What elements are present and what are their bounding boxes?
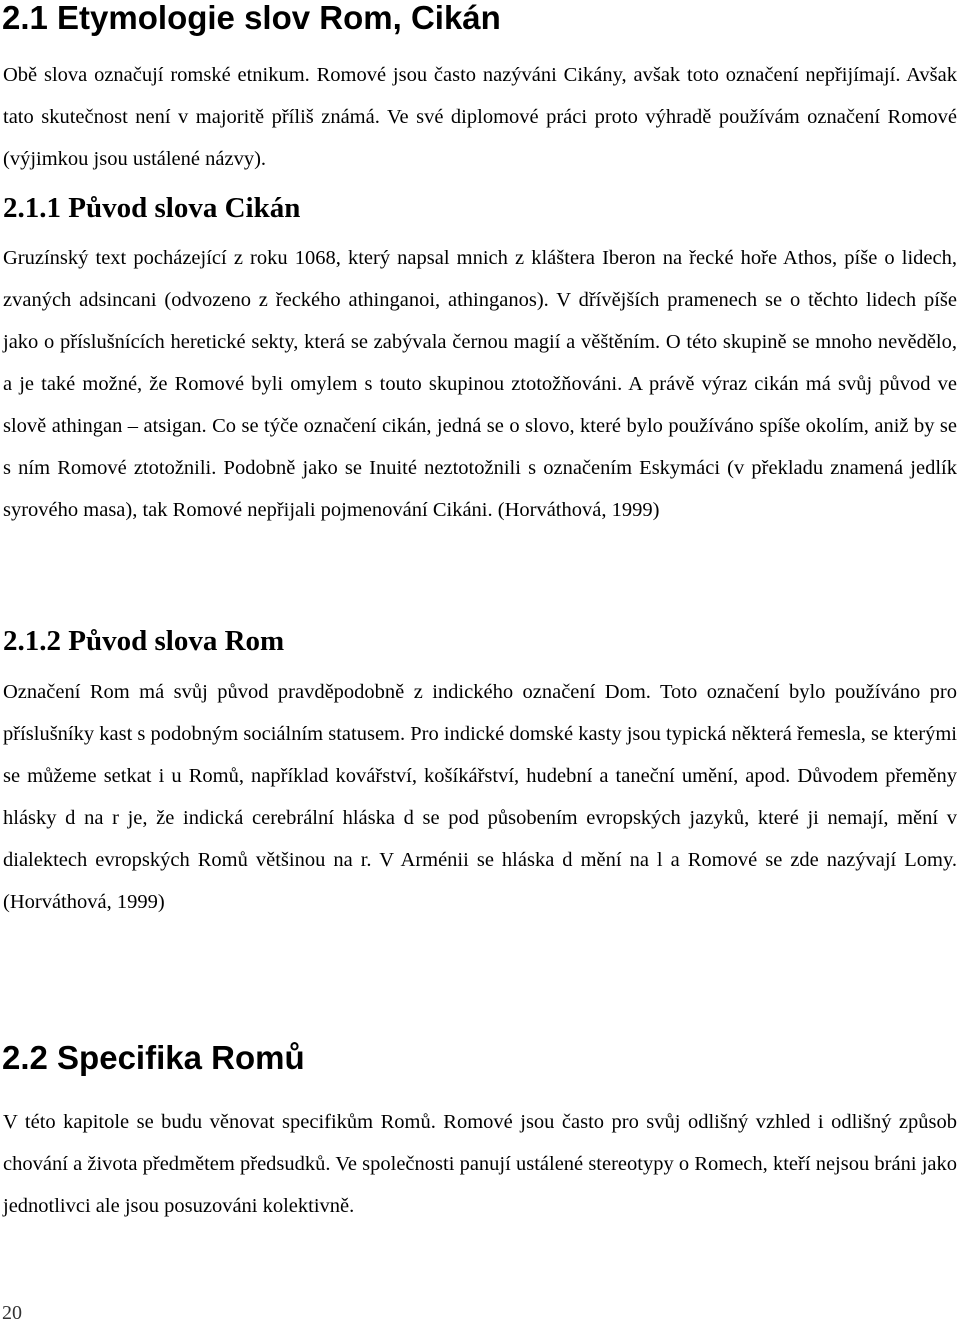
paragraph-etymology-intro: Obě slova označují romské etnikum. Romové jsou často nazýváni Cikány, avšak toto označení nepřijímají. Avšak tato skutečnost není v majoritě příliš známá. Ve své diplomové práci proto výhradě používám označení Romové (výjimkou jsou ustálené názvy). <box>3 64 957 170</box>
paragraph-specifics: V této kapitole se budu věnovat specifikům Romů. Romové jsou často pro svůj odlišný vzhled i odlišný způsob chování a života předmětem předsudků. Ve společnosti panují ustálené stereotypy o Romech, kteří nejsou bráni jako jednotlivci ale jsou posuzováni kolektivně. <box>3 1111 957 1217</box>
section-heading-2-2: 2.2 Specifika Romů <box>2 1039 305 1076</box>
section-heading-2-1: 2.1 Etymologie slov Rom, Cikán <box>2 0 501 36</box>
subsection-heading-2-1-1: 2.1.1 Původ slova Cikán <box>3 192 301 224</box>
paragraph-origin-rom: Označení Rom má svůj původ pravděpodobně z indického označení Dom. Toto označení bylo používáno pro příslušníky kast s podobným sociálním statusem. Pro indické domské kasty jsou typická některá řemesla, se kterými se můžeme setkat i u Romů, například kovářství, košíkářství, hudební a taneční umění, apod. Důvodem přeměny hlásky d na r je, že indická cerebrální hláska d se pod působením evropských jazyků, které ji nemají, mění v dialektech evropských Romů většinou na r. V Arménii se hláska d mění na l a Romové se zde nazývají Lomy. (Horváthová, 1999) <box>3 681 957 913</box>
page-number: 20 <box>2 1302 22 1324</box>
subsection-heading-2-1-2: 2.1.2 Původ slova Rom <box>3 625 285 657</box>
paragraph-origin-cikan: Gruzínský text pocházející z roku 1068, který napsal mnich z kláštera Iberon na řecké hoře Athos, píše o lidech, zvaných adsincani (odvozeno z řeckého athinganoi, athinganos). V dřívějších pramenech se o těchto lidech píše jako o příslušnících heretické sekty, která se zabývala černou magií a věštěním. O této skupině se mnoho nevědělo, a je také možné, že Romové byli omylem s touto skupinou ztotožňováni. A právě výraz cikán má svůj původ ve slově athingan – atsigan. Co se týče označení cikán, jedná se o slovo, které bylo používáno spíše okolím, aniž by se s ním Romové ztotožnili. Podobně jako se Inuité neztotožnili s označením Eskymáci (v překladu znamená jedlík syrového masa), tak Romové nepřijali pojmenování Cikáni. (Horváthová, 1999) <box>3 247 957 521</box>
